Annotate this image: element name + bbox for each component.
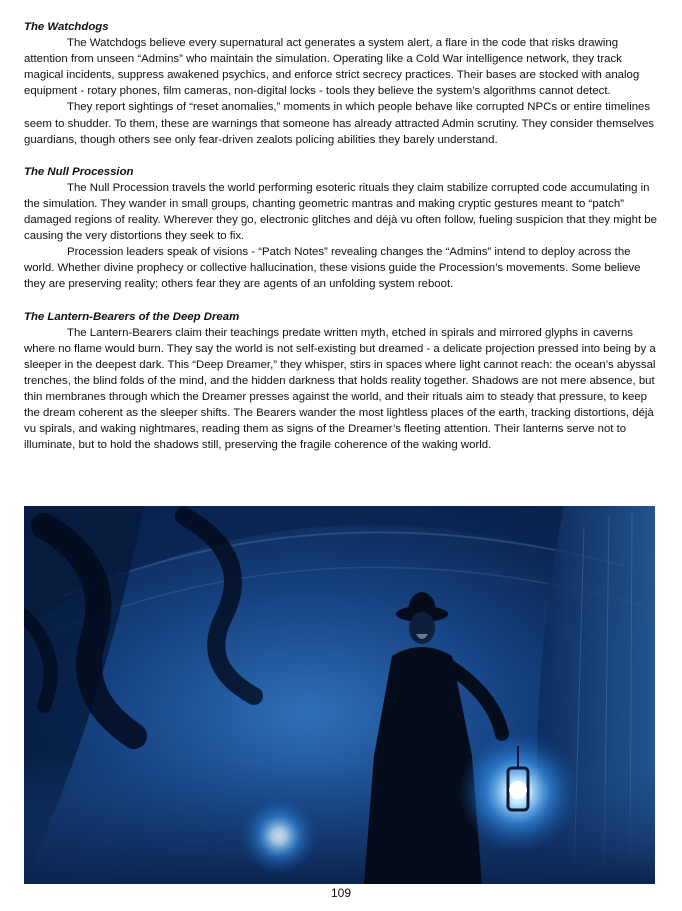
section-null-procession <box>24 164 660 293</box>
section-title: The Lantern-Bearers of the Deep Dream <box>24 310 240 323</box>
body-text <box>24 19 660 453</box>
section-spacer <box>24 293 660 309</box>
paragraph: Procession leaders speak of visions - “Patch Notes” revealing changes the “Admins” intend to deploy across the world. Whether divine prophecy or collective hallucination, these visions guide the Procession’s movements. Some believe they are preserving reality; others fear they are agents of an unfolding system reboot. <box>24 246 641 291</box>
section-title: The Watchdogs <box>24 21 109 33</box>
section-spacer <box>24 148 660 164</box>
paragraph: The Lantern-Bearers claim their teachings predate written myth, etched in spirals and mirrored glyphs in caverns where no flame would burn. They say the world is not self-existing but dreamed - a delicate projection pressed into being by a sleeper in the deepest dark. This “Deep Dreamer,” they whisper, stirs in spaces where light cannot reach: the ocean’s abyssal trenches, the blind folds of the mind, and the hidden darkness that holds reality together. Shadows are not mere absence, but thin membranes through which the Dreamer presses against the world, and their rituals aim to steady that pressure, to keep the dream coherent as the sleeper shifts. The Bearers wander the most lightless places of the earth, tracking distortions, déjà vu spirals, and waking nightmares, reading them as signs of the Dreamer’s fleeting attention. Their lanterns serve not to illuminate, but to hold the shadows still, preserving the fragile coherence of the waking world. <box>24 326 656 452</box>
section-title: The Null Procession <box>24 165 134 178</box>
page-number: 109 <box>330 886 352 900</box>
paragraph: The Watchdogs believe every supernatural act generates a system alert, a flare in the code that risks drawing attention from unseen “Admins” who maintain the simulation. Operating like a Cold War intelligence network, they track magical incidents, suppress awakened psychics, and enforce strict secrecy practices. Their bases are stocked with analog equipment - rotary phones, film cameras, non-digital locks - tools they believe the system’s algorithms cannot detect. <box>24 37 640 98</box>
paragraph: The Null Procession travels the world performing esoteric rituals they claim stabilize corrupted code accumulating in the simulation. They wander in small groups, chanting geometric mantras and making cryptic gestures meant to “patch” damaged regions of reality. Wherever they go, electronic glitches and déjà vu often follow, fueling suspicion that they might be causing the very distortions they seek to fix. <box>24 181 657 243</box>
section-lantern-bearers <box>24 309 660 454</box>
paragraph: They report sightings of “reset anomalies,” moments in which people behave like corrupted NPCs or entire timelines seem to shudder. To them, these are warnings that someone has already attracted Admin scrutiny. They consider themselves guardians, though others see only fear-driven zealots policing abilities they barely understand. <box>24 101 654 146</box>
section-watchdogs <box>24 19 660 148</box>
lantern-bearer-photo <box>24 506 655 884</box>
